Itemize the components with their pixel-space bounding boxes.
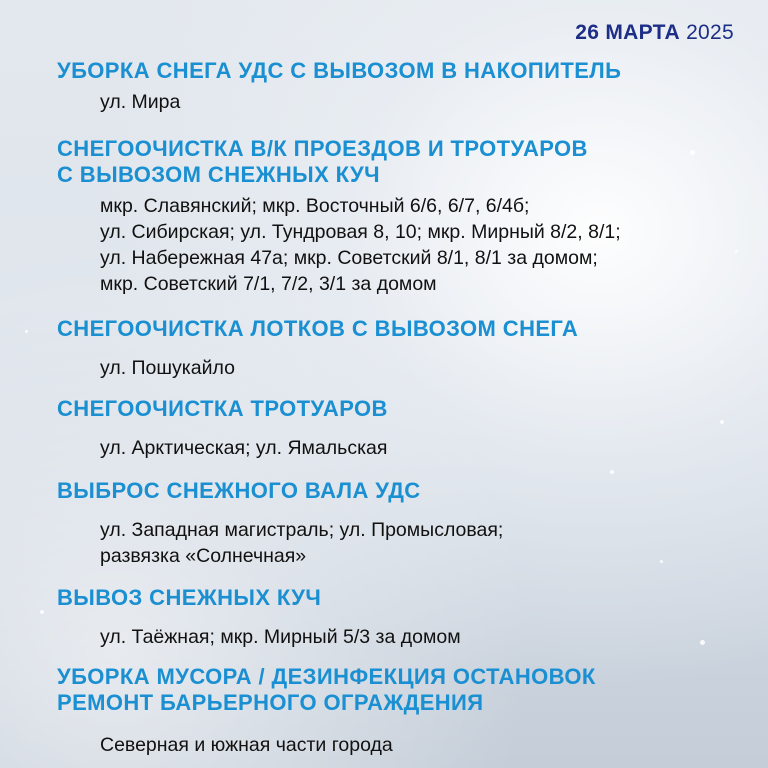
address-line: ул. Пошукайло — [100, 357, 235, 379]
section-heading — [57, 478, 421, 504]
heading-line: ВЫВОЗ СНЕЖНЫХ КУЧ — [57, 585, 322, 610]
section-heading — [57, 396, 388, 422]
heading-line: ВЫБРОС СНЕЖНОГО ВАЛА УДС — [57, 478, 421, 503]
heading-line: С ВЫВОЗОМ СНЕЖНЫХ КУЧ — [57, 162, 380, 187]
address-line: ул. Набережная 47а; мкр. Советский 8/1, 8/1 за домом; — [100, 247, 598, 269]
section-heading — [57, 585, 321, 611]
snow-speck — [700, 640, 705, 645]
section-body — [100, 355, 235, 381]
section-body — [100, 89, 180, 115]
snow-speck — [660, 560, 663, 563]
snow-speck — [735, 250, 738, 253]
address-line: развязка «Солнечная» — [100, 545, 307, 567]
address-line: ул. Сибирская; ул. Тундровая 8, 10; мкр. Мирный 8/2, 8/1; — [100, 221, 621, 243]
section-body — [100, 624, 461, 650]
address-line: ул. Мира — [100, 91, 181, 113]
section-body — [100, 435, 387, 461]
address-line: мкр. Славянский; мкр. Восточный 6/6, 6/7, 6/4б; — [100, 195, 530, 217]
address-line: мкр. Советский 7/1, 7/2, 3/1 за домом — [100, 273, 437, 295]
section-body — [100, 193, 621, 297]
address-line: Северная и южная части города — [100, 734, 393, 756]
heading-line: РЕМОНТ БАРЬЕРНОГО ОГРАЖДЕНИЯ — [57, 690, 484, 715]
section-body — [100, 732, 393, 758]
date-day-month: 26 МАРТА — [575, 21, 680, 44]
heading-line: СНЕГООЧИСТКА ТРОТУАРОВ — [57, 396, 388, 421]
address-line: ул. Таёжная; мкр. Мирный 5/3 за домом — [100, 626, 461, 648]
heading-line: УБОРКА МУСОРА / ДЕЗИНФЕКЦИЯ ОСТАНОВОК — [57, 664, 596, 689]
section-body — [100, 517, 503, 569]
date-year: 2025 — [686, 21, 734, 44]
snow-speck — [690, 150, 695, 155]
snow-speck — [25, 330, 28, 333]
heading-line: СНЕГООЧИСТКА В/К ПРОЕЗДОВ И ТРОТУАРОВ — [57, 136, 588, 161]
heading-line: УБОРКА СНЕГА УДС С ВЫВОЗОМ В НАКОПИТЕЛЬ — [57, 58, 622, 83]
snow-speck — [610, 470, 614, 474]
heading-line: СНЕГООЧИСТКА ЛОТКОВ С ВЫВОЗОМ СНЕГА — [57, 316, 579, 341]
address-line: ул. Арктическая; ул. Ямальская — [100, 437, 388, 459]
address-line: ул. Западная магистраль; ул. Промысловая; — [100, 519, 504, 541]
snow-speck — [720, 420, 724, 424]
snow-speck — [40, 610, 44, 614]
section-heading — [57, 316, 578, 342]
section-heading — [57, 58, 621, 84]
date-label — [575, 21, 734, 45]
section-heading — [57, 136, 588, 188]
section-heading — [57, 664, 596, 716]
